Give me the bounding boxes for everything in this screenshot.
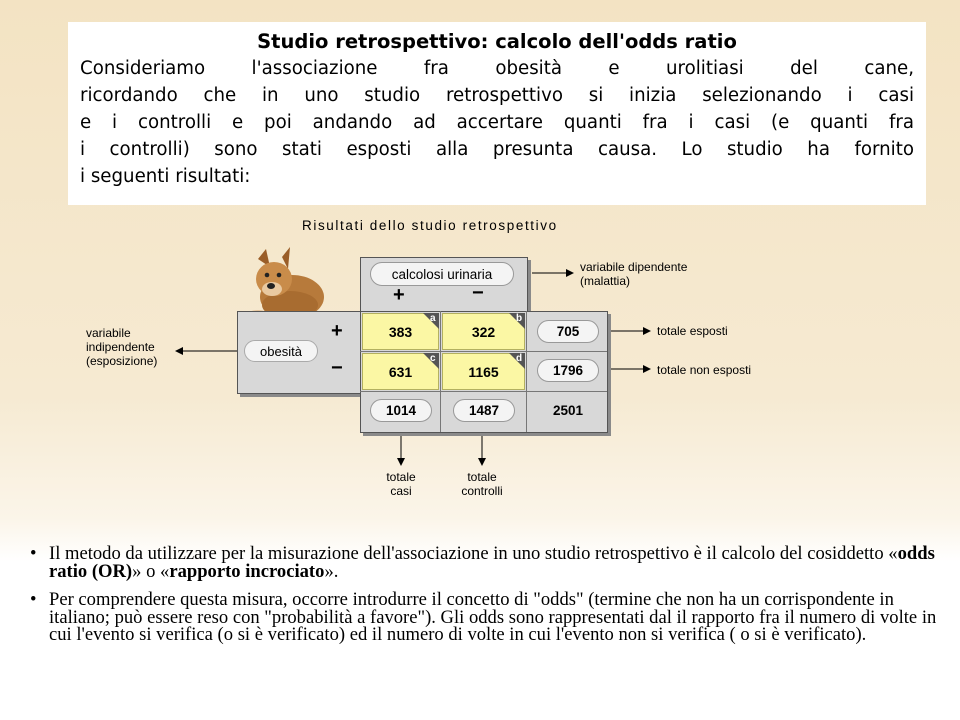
diagram-title: Risultati dello studio retrospettivo xyxy=(302,218,558,233)
dependent-label-line: variabile dipendente xyxy=(580,260,688,274)
cell-b: 322 xyxy=(442,313,525,350)
col-total-cases: 1014 xyxy=(370,399,432,422)
cell-d-letter: d xyxy=(516,353,523,364)
cell-a: 383 xyxy=(362,313,439,350)
intro-line: ricordando che in uno studio retrospettivo si inizia selezionando i casi xyxy=(80,85,914,106)
intro-line: Consideriamo l'associazione fra obesità e urolitiasi del cane, xyxy=(80,58,914,79)
intro-line: e i controlli e poi andando ad accertare quanti fra i casi (e quanti fra xyxy=(80,112,914,133)
bullet-item-2 xyxy=(30,591,945,644)
cases-label-line: casi xyxy=(390,484,412,498)
unexposed-total-label: totale non esposti xyxy=(657,363,752,377)
slide-title: Studio retrospettivo: calcolo dell'odds ratio xyxy=(257,30,737,53)
controls-label-line: totale xyxy=(467,470,497,484)
bullet-item-1 xyxy=(30,545,945,580)
intro-line: i seguenti risultati: xyxy=(80,166,251,187)
independent-variable-label xyxy=(86,326,157,368)
grand-total: 2501 xyxy=(552,403,584,418)
row-variable-label: obesità xyxy=(244,340,318,362)
bullet-dot: • xyxy=(30,543,37,564)
bullet-text: Il metodo da utilizzare per la misurazione dell'associazione in uno studio retrospettivo è il calcolo del cosiddetto « xyxy=(49,543,898,564)
bullet-list xyxy=(30,545,945,655)
independent-label-line: variabile xyxy=(86,326,131,340)
independent-label-line: indipendente xyxy=(86,340,155,354)
column-minus-sign: − xyxy=(472,282,484,304)
bullet-text: » o « xyxy=(132,560,170,582)
dependent-variable-label xyxy=(580,260,687,288)
controls-label-line: controlli xyxy=(461,484,503,498)
cases-total-label xyxy=(380,470,422,498)
row-plus-sign: + xyxy=(331,320,343,342)
row-total-unexposed: 1796 xyxy=(537,359,599,382)
col-total-controls: 1487 xyxy=(453,399,515,422)
cell-d: 1165 xyxy=(442,353,525,390)
bullet-text: Per comprendere questa misura, occorre introdurre il concetto di "odds" (termine che non ha un corrispondente in italiano; può essere reso con "probabilità a favore"). Gli odds sono rappresentati dal il rapporto fra il numero di volte in cui l'evento si verifica (o si è verificato) ed il numero di volte in cui l'evento non si verifica ( o si è verificato). xyxy=(49,589,937,646)
cell-a-letter: a xyxy=(430,313,436,324)
cell-c: 631 xyxy=(362,353,439,390)
bullet-bold-text: rapporto incrociato xyxy=(169,560,325,582)
cell-b-letter: b xyxy=(516,313,523,324)
dependent-label-line: (malattia) xyxy=(580,274,631,288)
row-minus-sign: − xyxy=(331,357,343,379)
bullet-dot: • xyxy=(30,589,37,611)
cell-c-letter: c xyxy=(430,353,436,364)
controls-total-label xyxy=(452,470,512,498)
column-plus-sign: + xyxy=(393,284,405,306)
bullet-text: ». xyxy=(324,560,339,582)
cases-label-line: totale xyxy=(386,470,416,484)
column-variable-label: calcolosi urinaria xyxy=(370,262,514,286)
exposed-total-label: totale esposti xyxy=(657,324,728,338)
intro-line: i controlli) sono stati esposti alla presunta causa. Lo studio ha fornito xyxy=(80,139,914,160)
row-total-exposed: 705 xyxy=(537,320,599,343)
independent-label-line: (esposizione) xyxy=(86,354,158,368)
bullet-bold-text: odds ratio (OR) xyxy=(49,543,935,582)
